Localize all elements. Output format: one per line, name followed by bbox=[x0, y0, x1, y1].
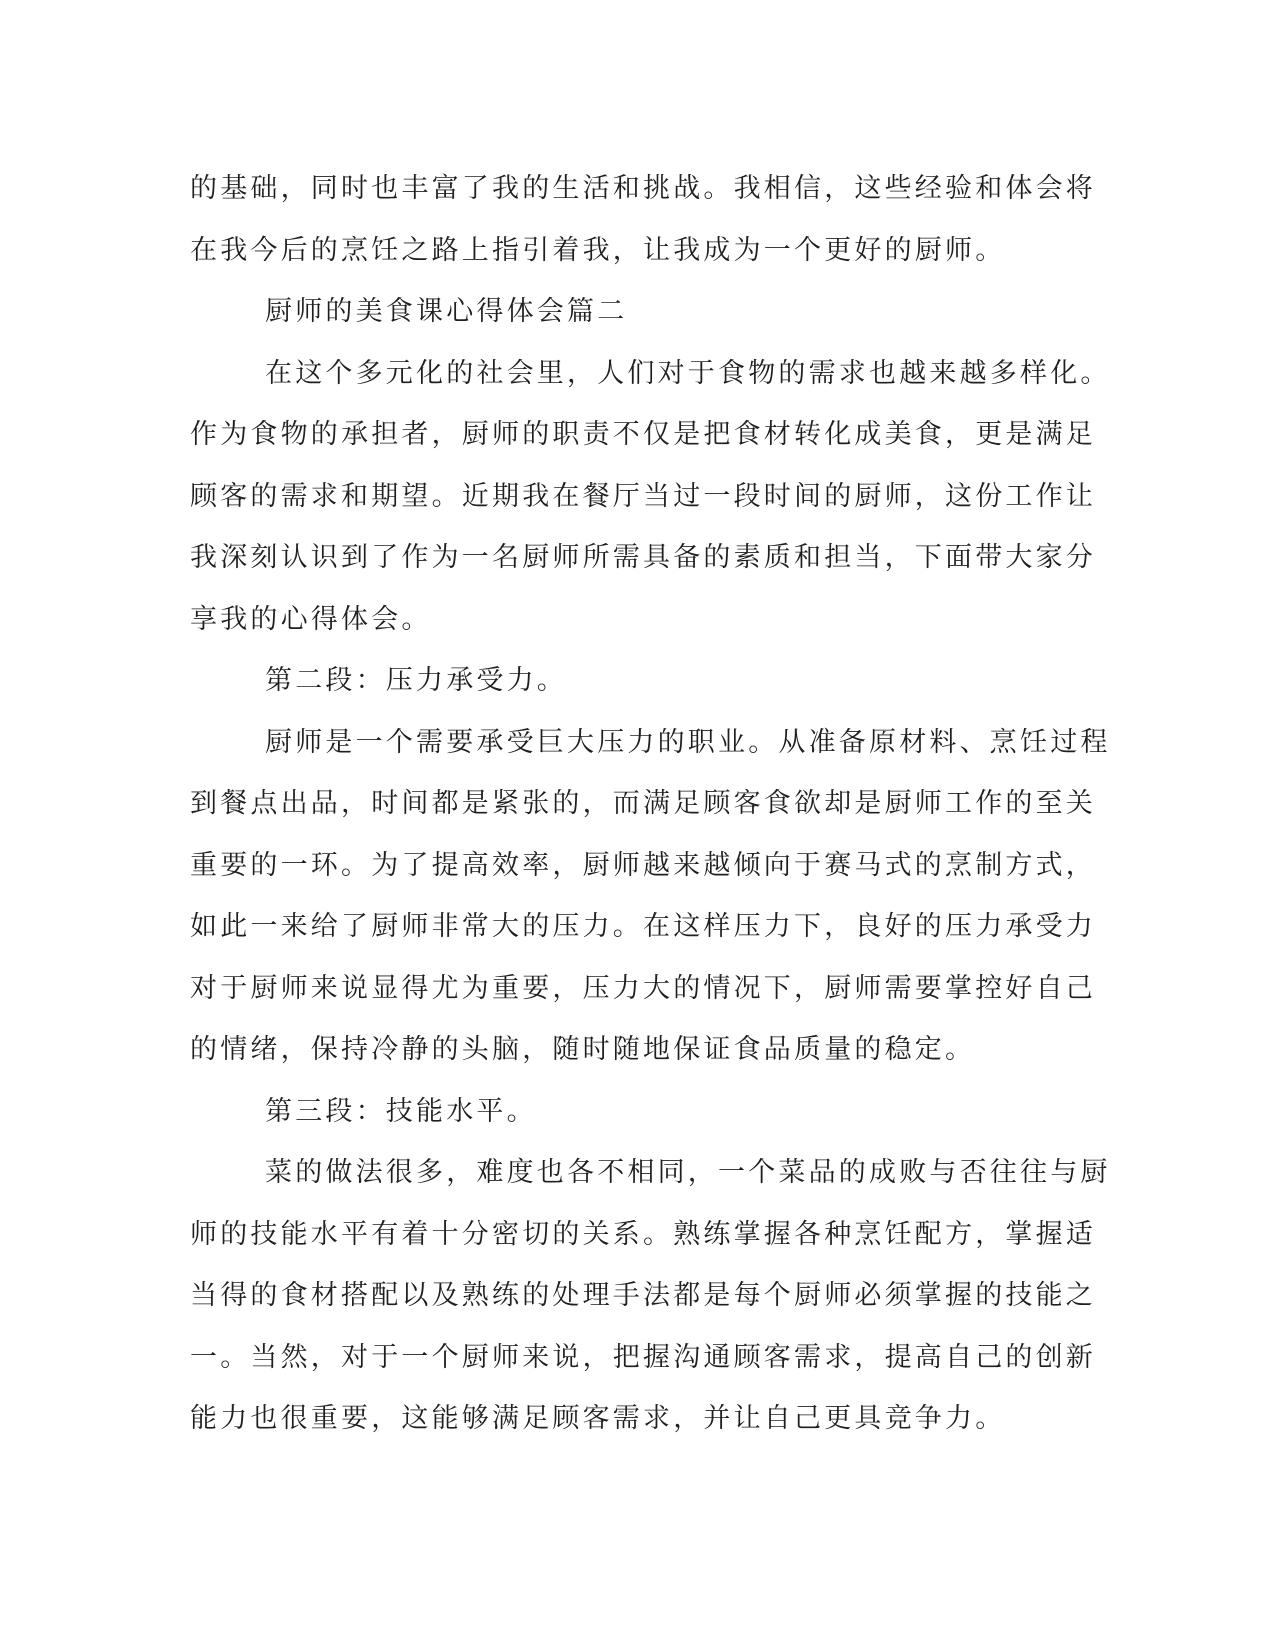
text-line: 我深刻认识到了作为一名厨师所需具备的素质和担当，下面带大家分 bbox=[190, 542, 1096, 573]
text-line: 的基础，同时也丰富了我的生活和挑战。我相信，这些经验和体会将 bbox=[190, 173, 1096, 204]
text-line: 顾客的需求和期望。近期我在餐厅当过一段时间的厨师，这份工作让 bbox=[190, 480, 1096, 512]
text-line: 如此一来给了厨师非常大的压力。在这样压力下，良好的压力承受力 bbox=[190, 911, 1096, 942]
section-heading: 厨师的美食课心得体会篇二 bbox=[265, 296, 628, 327]
text-line: 一。当然，对于一个厨师来说，把握沟通顾客需求，提高自己的创新 bbox=[190, 1341, 1096, 1373]
text-line: 享我的心得体会。 bbox=[190, 603, 432, 635]
text-line: 当得的食材搭配以及熟练的处理手法都是每个厨师必须掌握的技能之 bbox=[190, 1280, 1096, 1311]
text-line: 重要的一环。为了提高效率，厨师越来越倾向于赛马式的烹制方式， bbox=[190, 849, 1096, 881]
text-line: 的情绪，保持冷静的头脑，随时随地保证食品质量的稳定。 bbox=[190, 1034, 976, 1065]
section-heading: 第二段：压力承受力。 bbox=[265, 665, 567, 696]
document-body bbox=[190, 158, 1111, 1450]
section-heading: 第三段：技能水平。 bbox=[265, 1095, 537, 1127]
text-line: 能力也很重要，这能够满足顾客需求，并让自己更具竞争力。 bbox=[190, 1403, 1006, 1434]
text-line: 师的技能水平有着十分密切的关系。熟练掌握各种烹饪配方，掌握适 bbox=[190, 1218, 1096, 1250]
paragraph-start: 在这个多元化的社会里，人们对于食物的需求也越来越多样化。 bbox=[265, 357, 1111, 389]
paragraph-start: 菜的做法很多，难度也各不相同，一个菜品的成败与否往往与厨 bbox=[265, 1157, 1111, 1188]
text-line: 作为食物的承担者，厨师的职责不仅是把食材转化成美食，更是满足 bbox=[190, 419, 1096, 450]
text-line: 到餐点出品，时间都是紧张的，而满足顾客食欲却是厨师工作的至关 bbox=[190, 788, 1096, 819]
text-line: 在我今后的烹饪之路上指引着我，让我成为一个更好的厨师。 bbox=[190, 234, 1006, 266]
text-line: 对于厨师来说显得尤为重要，压力大的情况下，厨师需要掌控好自己 bbox=[190, 972, 1096, 1004]
paragraph-start: 厨师是一个需要承受巨大压力的职业。从准备原材料、烹饪过程 bbox=[265, 726, 1111, 758]
